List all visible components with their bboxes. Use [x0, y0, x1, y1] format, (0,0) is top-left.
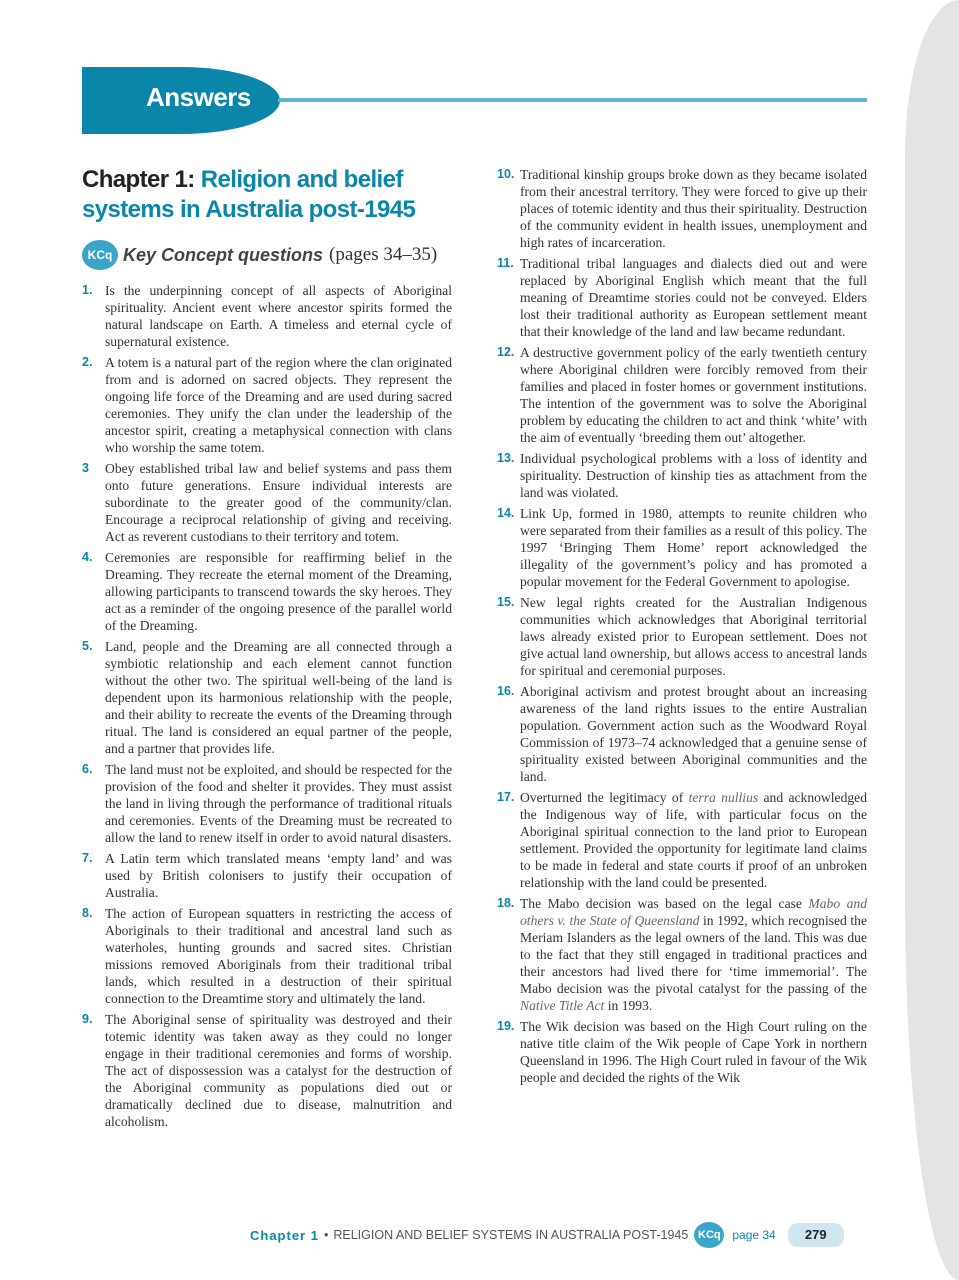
footer-bullet: • [323, 1228, 329, 1242]
answer-item [497, 594, 867, 679]
page-edge-shadow [905, 0, 959, 1280]
answers-banner [82, 67, 280, 134]
chapter-heading [82, 165, 452, 225]
answer-item [497, 505, 867, 590]
answer-item [82, 638, 452, 757]
answer-number: 3 [82, 461, 89, 475]
answer-text-part: and acknowledged the Indigenous way of life, with particular focus on the Aboriginal spiritual connection to the land prior to European settlement. Provided the opportunity for legitimate land claims to be made in federal and state courts if proof of an unbroken relationship with the land could be presented. [520, 790, 867, 890]
answer-text-part: in 1992, which recognised the Meriam Islanders as the legal owners of the land. This was due to the fact that they still engaged in traditional practices and their ancestors had lived there for ‘time immemorial’. The Mabo decision was the pivotal catalyst for the passing of the [520, 913, 867, 996]
kcq-heading [82, 240, 437, 270]
chapter-prefix: Chapter 1: [82, 166, 201, 193]
answer-text: Individual psychological problems with a loss of identity and spirituality. Destruction of kinship ties as attachment from the land was violated. [520, 451, 867, 500]
answer-text: A destructive government policy of the early twentieth century where Aboriginal children were forcibly removed from their families and placed in foster homes or government institutions. The intention of the government was to solve the Aboriginal problem by educating the children to act and think ‘white’ with the aim of eventually ‘breeding them out’ altogether. [520, 345, 867, 445]
answer-number: 6. [82, 762, 93, 776]
header-rule [278, 98, 867, 102]
answer-text-part: Overturned the legitimacy of [520, 790, 689, 805]
answer-item [82, 354, 452, 456]
kcq-badge-icon: KCq [82, 240, 118, 270]
answer-item [82, 1011, 452, 1130]
answer-number: 10. [497, 167, 515, 181]
answer-number: 14. [497, 506, 515, 520]
answer-number: 19. [497, 1019, 515, 1033]
answer-text: The Aboriginal sense of spirituality was destroyed and their totemic identity was taken away as they could no longer engage in their traditional ceremonies and forms of worship. The act of dispossession was a catalyst for the destruction of the Aboriginal community as populations died out or dramatically declined due to disease, malnutrition and alcoholism. [105, 1012, 452, 1129]
answer-item [497, 895, 867, 1014]
answer-text: The land must not be exploited, and should be respected for the provision of the food and shelter it provides. They must assist the land in living through the performance of traditional rituals and ceremonies. Events of the Dreaming must be recreated to allow the land to renew itself in order to avoid natural disasters. [105, 762, 452, 845]
chapter-title: Religion and belief systems in Australia post-1945 [82, 166, 416, 223]
answer-item [497, 255, 867, 340]
answer-item [497, 683, 867, 785]
answer-number: 17. [497, 790, 515, 804]
italic-term: Native Title Act [520, 998, 605, 1013]
answer-item [497, 166, 867, 251]
answer-item [82, 460, 452, 545]
answer-text: Traditional tribal languages and dialects died out and were replaced by Aboriginal English which meant that the full meaning of Dreamtime stories could not be conveyed. Elders lost their traditional authority as European settlement meant that their knowledge of the land and law became redundant. [520, 256, 867, 339]
answer-number: 1. [82, 283, 93, 297]
answer-text-part: The Mabo decision was based on the legal case [520, 896, 809, 911]
answer-item [82, 850, 452, 901]
answer-text: Land, people and the Dreaming are all connected through a symbiotic relationship and each element cannot function without the other two. The spiritual well-being of the land is dependent upon its harmonious relationship with the people, and their ability to recreate the events of the Dreaming through ritual. The land is considered an equal partner of the people, and a partner that provides life. [105, 639, 452, 756]
answer-text: Traditional kinship groups broke down as they became isolated from their ancestral territory. They were forced to give up their places of totemic identity and thus their spirituality. Destruction of the community evident in health issues, unemployment and high rates of incarceration. [520, 167, 867, 250]
kcq-pages: (pages 34–35) [329, 244, 438, 265]
kcq-title: Key Concept questions [123, 244, 324, 265]
answer-text-part: in 1993. [604, 998, 653, 1013]
left-column [82, 282, 452, 1134]
footer-page-ref: page 34 [732, 1228, 776, 1242]
answer-number: 15. [497, 595, 515, 609]
answer-number: 2. [82, 355, 93, 369]
page-number: 279 [788, 1223, 844, 1247]
footer-kcq-icon: KCq [694, 1222, 724, 1248]
answer-number: 11. [497, 256, 514, 270]
answer-item [82, 761, 452, 846]
answer-text: Aboriginal activism and protest brought about an increasing awareness of the land rights issues to the entire Australian population. Government action such as the Woodward Royal Commission of 1973–74 acknowledged that a genuine sense of spirituality existed between Aboriginal communities and the land. [520, 684, 867, 784]
answer-text [520, 789, 867, 891]
answer-text: A Latin term which translated means ‘empty land’ and was used by British colonisers to justify their occupation of Australia. [105, 851, 452, 900]
answer-number: 13. [497, 451, 515, 465]
answer-item [497, 1018, 867, 1086]
answer-number: 4. [82, 550, 93, 564]
answer-number: 9. [82, 1012, 93, 1026]
footer-title: RELIGION AND BELIEF SYSTEMS IN AUSTRALIA POST-1945 [333, 1228, 689, 1242]
answer-text: Is the underpinning concept of all aspects of Aboriginal spirituality. Ancient event where ancestor spirits formed the natural landscape on Earth. A timeless and eternal cycle of supernatural existence. [105, 283, 452, 349]
answer-text [520, 895, 867, 1014]
answer-text: Link Up, formed in 1980, attempts to reunite children who were separated from their families as a result of this policy. The 1997 ‘Bringing Them Home’ report acknowledged the illegality of the government’s policy and has promoted a popular movement for the Federal Government to apologise. [520, 506, 867, 589]
banner-title: Answers [146, 82, 251, 112]
italic-term: Mabo and others v. the State of Queensland [520, 896, 867, 928]
answer-number: 16. [497, 684, 515, 698]
answer-text: A totem is a natural part of the region where the clan originated from and is adorned on sacred objects. They represent the ongoing life force of the Dreaming and are used during sacred ceremonies. They unify the clan under the leadership of the ancestor spirit, creating a metaphysical connection with clans who worship the same totem. [105, 355, 452, 455]
answer-number: 8. [82, 906, 93, 920]
answer-number: 18. [497, 896, 515, 910]
answer-text: Obey established tribal law and belief systems and pass them onto future generations. Ensure individual interests are subordinate to the greater good of the community/clan. Encourage a reciprocal relationship of giving and receiving. Act as reverent custodians to their territory and totem. [105, 461, 452, 544]
answer-text: The Wik decision was based on the High Court ruling on the native title claim of the Wik people of Cape York in northern Queensland in 1996. The High Court ruled in favour of the Wik people and decided the rights of the Wik [520, 1019, 867, 1085]
italic-term: terra nullius [688, 790, 759, 805]
answer-text: Ceremonies are responsible for reaffirming belief in the Dreaming. They recreate the eternal moment of the Dreaming, allowing participants to transcend towards the sky heroes. They act as a reminder of the ongoing presence of the parallel world of the Dreaming. [105, 550, 452, 633]
answer-text: The action of European squatters in restricting the access of Aboriginals to their traditional and ancestral land such as waterholes, hunting grounds and sacred sites. Christian missions removed Aboriginals from their traditional tribal lands, which resulted in a destruction of their spiritual connection to the Dreamtime story and ultimately the land. [105, 906, 452, 1006]
answer-number: 7. [82, 851, 93, 865]
answer-number: 5. [82, 639, 93, 653]
right-column [497, 166, 867, 1090]
answer-item [497, 344, 867, 446]
answer-item [82, 549, 452, 634]
answer-item [497, 450, 867, 501]
answer-item [497, 789, 867, 891]
answer-text: New legal rights created for the Australian Indigenous communities which acknowledges that Aboriginal territorial laws already existed prior to European settlement. Does not give actual land ownership, but allows access to ancestral lands for spiritual and ceremonial purposes. [520, 595, 867, 678]
answer-item [82, 905, 452, 1007]
page-footer [250, 1222, 844, 1248]
answer-number: 12. [497, 345, 515, 359]
answer-item [82, 282, 452, 350]
footer-chapter: Chapter 1 [250, 1227, 319, 1243]
